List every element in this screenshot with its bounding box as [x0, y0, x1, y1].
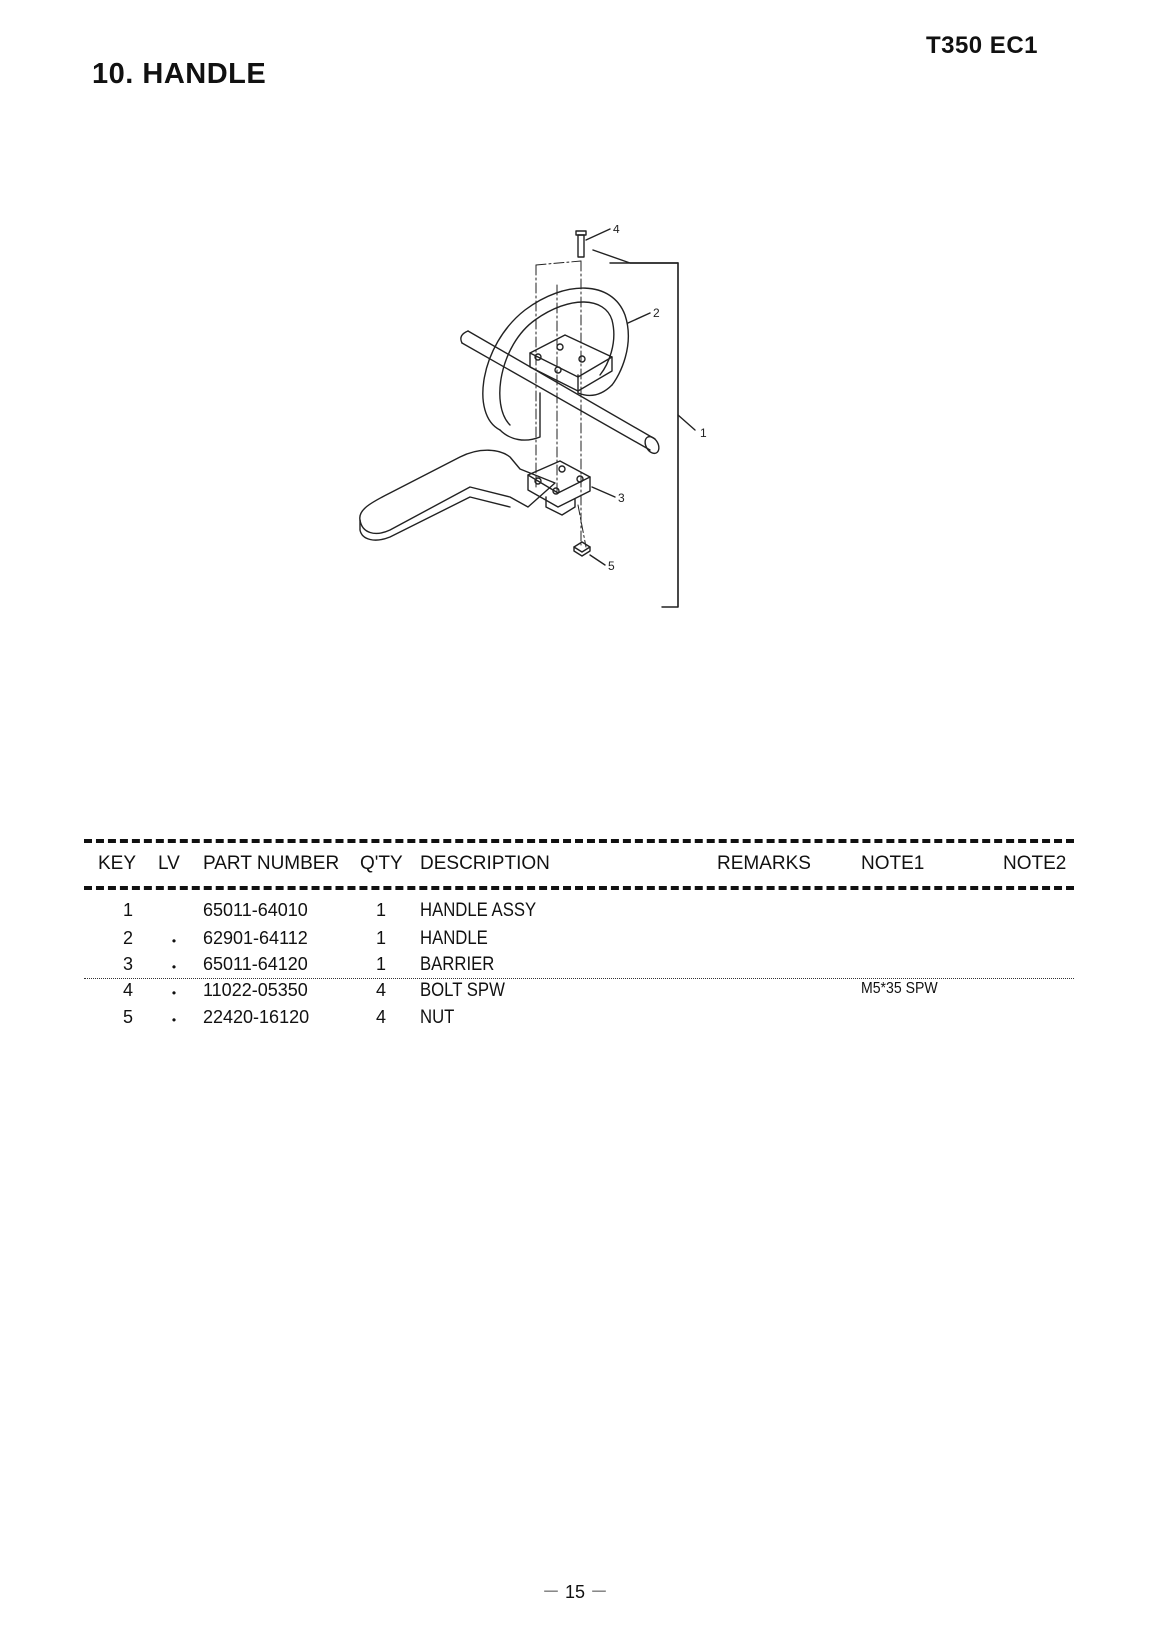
callout-4: 4: [613, 225, 620, 236]
row-key: 1: [122, 900, 133, 920]
col-note2: NOTE2: [1003, 853, 1067, 874]
row-qty: 1: [375, 900, 386, 920]
row-part-number: 65011-64120: [203, 954, 308, 974]
row-lv: ・: [165, 958, 183, 978]
row-key: 2: [122, 928, 133, 948]
row-qty: 1: [375, 954, 386, 974]
exploded-parts-diagram: [350, 225, 750, 635]
row-key: 5: [122, 1007, 133, 1027]
table-row: [0, 1007, 1150, 1031]
table-row: [0, 980, 1150, 1004]
row-part-number: 62901-64112: [203, 928, 308, 948]
table-row: [0, 954, 1150, 978]
row-description: NUT: [420, 1007, 455, 1028]
clamp-upper: [530, 335, 612, 377]
col-part-number: PART NUMBER: [203, 853, 340, 874]
loop-handle: [483, 288, 628, 430]
callout-5: 5: [608, 559, 615, 573]
table-header: [0, 853, 1150, 877]
col-lv: LV: [158, 853, 180, 874]
table-row: [0, 900, 1150, 924]
row-note1: M5*35 SPW: [861, 980, 938, 997]
row-description: HANDLE: [420, 928, 488, 949]
col-note1: NOTE1: [861, 853, 925, 874]
col-key: KEY: [98, 853, 137, 874]
model-code: T350 EC1: [925, 32, 1038, 59]
bolt: [578, 235, 584, 257]
col-qty: Q'TY: [360, 853, 403, 874]
row-description: HANDLE ASSY: [420, 900, 537, 921]
callout-3: 3: [618, 491, 625, 505]
row-lv: ・: [165, 932, 183, 952]
nut: [574, 542, 590, 552]
section-title: 10. HANDLE: [92, 58, 267, 90]
table-row: [0, 928, 1150, 952]
row-qty: 4: [375, 980, 386, 1000]
table-top-rule: [84, 839, 1074, 843]
callout-1: 1: [700, 426, 707, 440]
row-qty: 1: [375, 928, 386, 948]
row-lv: ・: [165, 984, 183, 1004]
row-part-number: 65011-64010: [203, 900, 308, 920]
row-qty: 4: [375, 1007, 386, 1027]
assembly-bracket: [610, 263, 678, 607]
row-separator: [84, 978, 1074, 979]
table-header-rule: [84, 886, 1074, 890]
row-lv: ・: [165, 1011, 183, 1031]
row-key: 3: [122, 954, 133, 974]
page-number: － 15 －: [541, 1582, 609, 1602]
col-description: DESCRIPTION: [420, 853, 550, 874]
row-key: 4: [122, 980, 133, 1000]
col-remarks: REMARKS: [717, 853, 811, 874]
row-description: BOLT SPW: [420, 980, 505, 1001]
row-description: BARRIER: [420, 954, 495, 975]
callout-2: 2: [653, 306, 660, 320]
row-part-number: 11022-05350: [203, 980, 308, 1000]
barrier: [360, 450, 555, 533]
row-part-number: 22420-16120: [203, 1007, 310, 1027]
